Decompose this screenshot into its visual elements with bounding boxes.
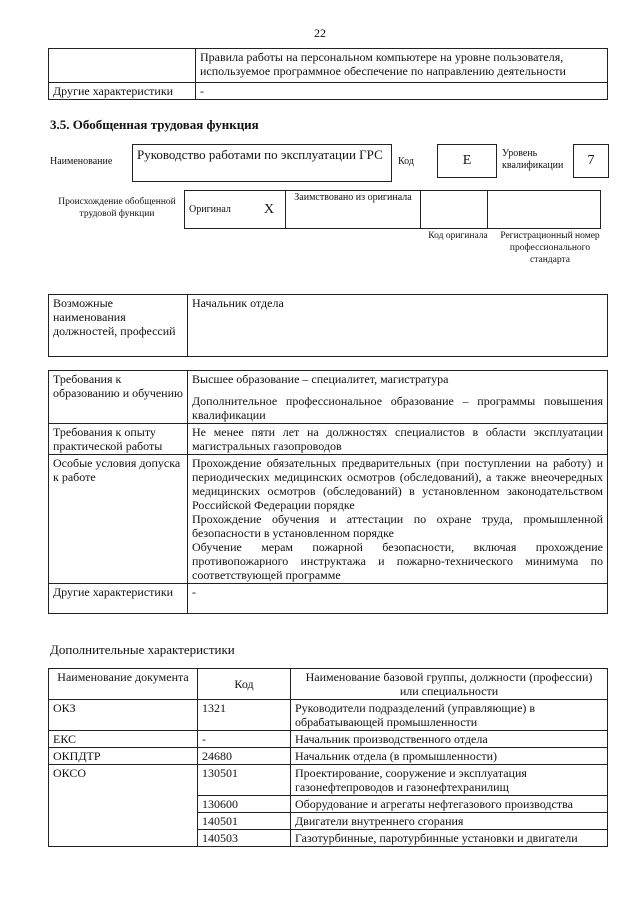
page-number: 22 (314, 26, 326, 40)
requirements-table (48, 370, 608, 614)
additional-title: Дополнительные характеристики (50, 642, 235, 657)
other-characteristics-label: Другие характеристики (49, 584, 188, 614)
positions-label: Возможные наименования должностей, профессий (49, 295, 188, 357)
row-doc: ОКПДТР (49, 748, 198, 765)
level-label: Уровень квалификации (502, 148, 564, 171)
function-name: Руководство работами по эксплуатации ГРС (132, 144, 392, 182)
top-table-row1-text: Правила работы на персональном компьютере на уровне пользователя, используемое программное обеспечение по направлению деятельности (196, 49, 608, 83)
table-row (49, 748, 608, 765)
special-conditions-label: Особые условия допуска к работе (49, 455, 188, 584)
row-doc: ОКСО (49, 765, 198, 847)
code-original-label: Код оригинала (428, 231, 488, 241)
experience-label: Требования к опыту практической работы (49, 424, 188, 455)
row-name: Начальник производственного отдела (291, 731, 608, 748)
other-characteristics-value: - (188, 584, 608, 614)
table-row (49, 765, 608, 796)
code-label: Код (398, 156, 414, 167)
original-mark: X (253, 191, 286, 229)
origin-table (184, 190, 601, 229)
row-name: Газотурбинные, паротурбинные установки и двигатели (291, 830, 608, 847)
special-conditions-1: Прохождение обязательных предварительных (при поступлении на работу) и периодических медицинских осмотров (обследований), а также внеочередных медицинских осмотров (обследований) в установленном законодательством Российской Федерации порядке (192, 456, 603, 512)
table-row (49, 731, 608, 748)
code-original-cell (421, 191, 488, 229)
section-title: 3.5. Обобщенная трудовая функция (50, 117, 259, 132)
education-value-2: Дополнительное профессиональное образование – программы повышения квалификации (192, 394, 603, 422)
row-name: Оборудование и агрегаты нефтегазового производства (291, 796, 608, 813)
positions-value: Начальник отдела (188, 295, 608, 357)
education-value-1: Высшее образование – специалитет, магистратура (192, 372, 449, 386)
function-code: Е (437, 144, 497, 178)
row-name: Руководители подразделений (управляющие) в обрабатывающей промышленности (291, 700, 608, 731)
top-table-row2-label: Другие характеристики (49, 83, 196, 100)
name-label: Наименование (50, 156, 113, 167)
row-code: 140503 (198, 830, 291, 847)
top-table-empty-cell (49, 49, 196, 83)
row-code: 1321 (198, 700, 291, 731)
special-conditions-3: Обучение мерам пожарной безопасности, включая прохождение противопожарного инструктажа и пожарно-технического минимума по соответствующей программе (192, 540, 603, 582)
additional-header-name: Наименование базовой группы, должности (профессии) или специальности (291, 669, 608, 700)
top-table (48, 48, 608, 100)
row-name: Проектирование, сооружение и эксплуатация газонефтепроводов и газонефтехранилищ (291, 765, 608, 796)
additional-table (48, 668, 608, 847)
additional-header-code: Код (198, 669, 291, 700)
row-code: 140501 (198, 813, 291, 830)
row-code: 130600 (198, 796, 291, 813)
row-code: 130501 (198, 765, 291, 796)
table-row (49, 700, 608, 731)
top-table-row2-value: - (196, 83, 608, 100)
qualification-level: 7 (573, 144, 609, 178)
row-name: Начальник отдела (в промышленности) (291, 748, 608, 765)
reg-number-cell (488, 191, 601, 229)
row-code: - (198, 731, 291, 748)
reg-number-label: Регистрационный номер профессионального стандарта (500, 231, 600, 265)
row-code: 24680 (198, 748, 291, 765)
positions-table (48, 294, 608, 357)
row-name: Двигатели внутреннего сгорания (291, 813, 608, 830)
borrowed-label: Заимствовано из оригинала (286, 191, 421, 229)
origin-label: Происхождение обобщенной трудовой функции (58, 197, 176, 219)
education-label: Требования к образованию и обучению (49, 371, 188, 424)
special-conditions-2: Прохождение обучения и аттестации по охране труда, промышленной безопасности в установленном порядке (192, 512, 603, 540)
additional-header-doc: Наименование документа (49, 669, 198, 700)
education-value (188, 371, 608, 424)
row-doc: ЕКС (49, 731, 198, 748)
row-doc: ОКЗ (49, 700, 198, 731)
original-label: Оригинал (185, 191, 254, 229)
experience-value: Не менее пяти лет на должностях специалистов в области эксплуатации магистральных газопроводов (188, 424, 608, 455)
special-conditions-value (188, 455, 608, 584)
